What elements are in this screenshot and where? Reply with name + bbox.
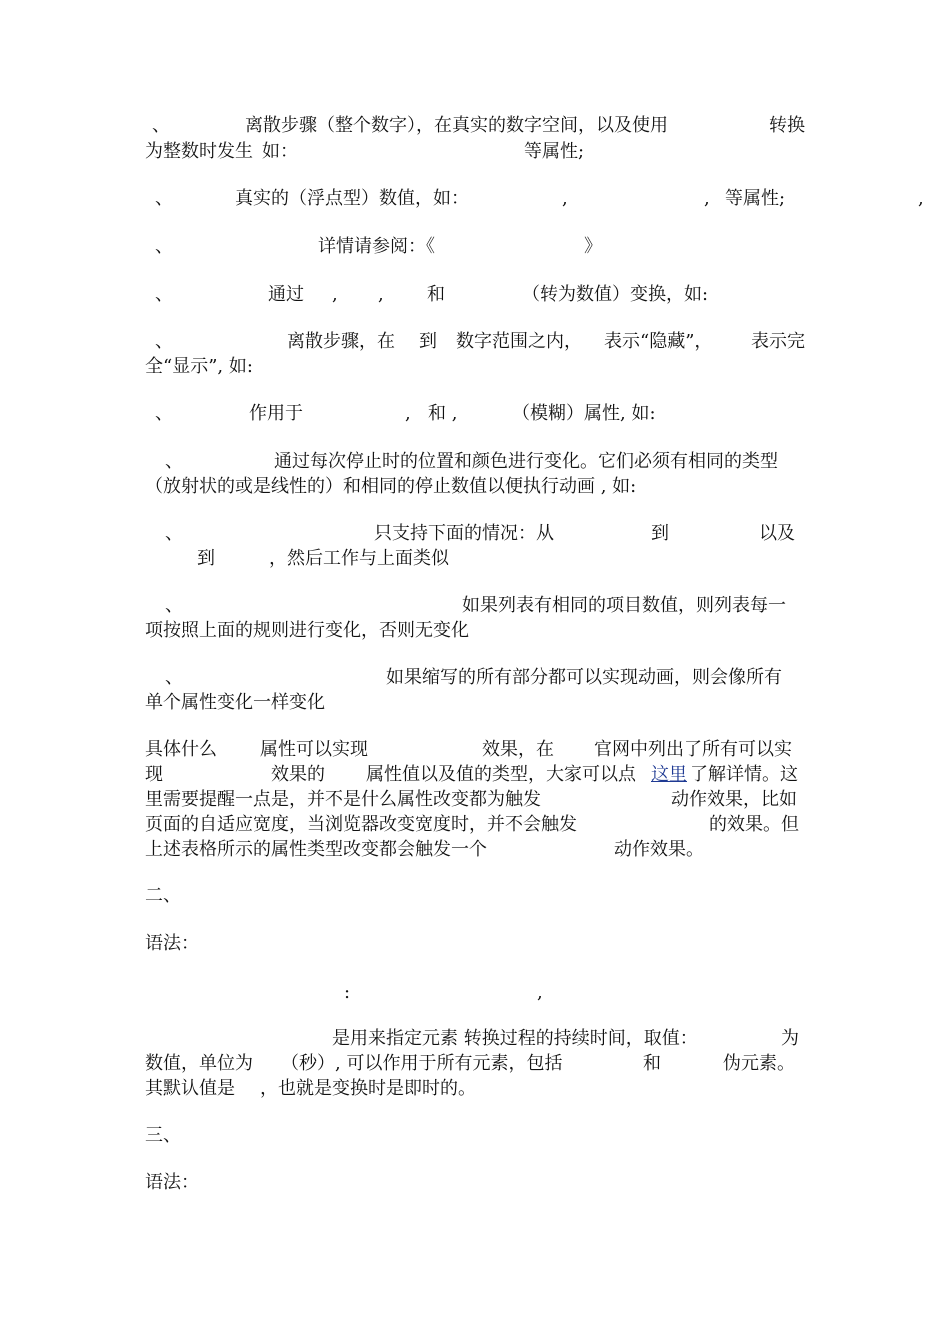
item-10-text: 如果缩写的所有部分都可以实现动画，则会像所有	[386, 667, 782, 688]
section-2-desc: 和	[643, 1053, 661, 1074]
section-2-desc: 其默认值是	[145, 1078, 235, 1099]
item-2-text: ,	[704, 188, 710, 209]
section-3-syntax-label: 语法：	[145, 1172, 199, 1193]
item-7-bullet: 、	[165, 451, 183, 472]
item-8-text: ，然后工作与上面类似	[269, 548, 449, 569]
item-8-text: 只支持下面的情况：从	[374, 523, 554, 544]
item-2-text: 等属性;	[725, 188, 786, 209]
summary-text: 属性值以及值的类型，大家可以点	[366, 764, 636, 785]
item-6-text: ,	[405, 403, 411, 424]
section-2-desc: 为	[781, 1028, 799, 1049]
item-6-text: （模糊）属性, 如:	[512, 403, 656, 424]
item-8-text: 到	[651, 523, 669, 544]
item-8-text: 到	[197, 548, 215, 569]
item-1-text: 离散步骤（整个数字），在真实的数字空间，以及使用	[245, 115, 668, 136]
item-5-text: 到	[419, 331, 437, 352]
item-1-text: 转换	[769, 115, 805, 136]
item-2-text: ,	[918, 188, 924, 209]
summary-text: 动作效果，比如	[671, 789, 797, 810]
item-6-text: 和 ,	[428, 403, 458, 424]
item-7-text: （放射状的或是线性的）和相同的停止数值以便执行动画 , 如:	[145, 476, 637, 497]
summary-text: 属性可以实现	[260, 739, 368, 760]
section-2-desc: 伪元素。	[723, 1053, 795, 1074]
section-2-desc: ，也就是变换时是即时的。	[260, 1078, 476, 1099]
section-3-heading: 三、	[145, 1125, 181, 1146]
summary-text: 现	[145, 764, 163, 785]
item-1-text: 为整数时发生	[145, 141, 253, 162]
item-9-text: 项按照上面的规则进行变化，否则无变化	[145, 620, 469, 641]
summary-text: 的效果。但	[709, 814, 799, 835]
summary-text: 上述表格所示的属性类型改变都会触发一个	[145, 839, 487, 860]
item-9-text: 如果列表有相同的项目数值，则列表每一	[462, 595, 786, 616]
item-3-text: 详情请参阅：《	[318, 236, 435, 257]
item-4-text: ,	[332, 284, 338, 305]
item-4-text: （转为数值）变换，如:	[522, 284, 709, 305]
section-2-syntax-label: 语法：	[145, 933, 199, 954]
item-3-bullet: 、	[155, 236, 173, 257]
item-5-text: 表示“隐藏”，	[604, 331, 713, 352]
item-1-bullet: 、	[152, 115, 170, 136]
here-link[interactable]: 这里	[651, 764, 687, 785]
summary-text: 具体什么	[145, 739, 217, 760]
item-1-text: 等属性;	[524, 141, 585, 162]
item-5-bullet: 、	[155, 331, 173, 352]
item-4-text: 和	[427, 284, 445, 305]
summary-text: 动作效果。	[614, 839, 704, 860]
summary-text: 效果，在	[482, 739, 554, 760]
item-9-bullet: 、	[165, 595, 183, 616]
item-5-text: 离散步骤，在	[287, 331, 395, 352]
item-2-text: 真实的（浮点型）数值，如：	[235, 188, 469, 209]
item-6-text: 作用于	[249, 403, 303, 424]
item-2-text: ,	[562, 188, 568, 209]
summary-text: 效果的	[271, 764, 325, 785]
item-10-bullet: 、	[165, 667, 183, 688]
summary-text: 里需要提醒一点是，并不是什么属性改变都为触发	[145, 789, 541, 810]
item-10-text: 单个属性变化一样变化	[145, 692, 325, 713]
item-8-bullet: 、	[165, 523, 183, 544]
item-5-text: 数字范围之内，	[456, 331, 582, 352]
section-2-desc: （秒）, 可以作用于所有元素，包括	[281, 1053, 563, 1074]
item-5-text: 全“显示”, 如:	[145, 356, 253, 377]
summary-text: 页面的自适应宽度，当浏览器改变宽度时，并不会触发	[145, 814, 577, 835]
item-4-text: ,	[378, 284, 384, 305]
item-1-text: 如：	[262, 141, 298, 162]
item-7-text: 通过每次停止时的位置和颜色进行变化。它们必须有相同的类型	[274, 451, 778, 472]
section-2-desc: 数值，单位为	[145, 1053, 253, 1074]
section-2-syntax-colon: :	[344, 982, 351, 1003]
section-2-syntax-comma: ,	[537, 982, 543, 1003]
summary-text: 官网中列出了所有可以实	[594, 739, 792, 760]
section-2-desc: 是用来指定元素 转换过程的持续时间，取值：	[332, 1028, 698, 1049]
item-6-bullet: 、	[155, 403, 173, 424]
item-2-bullet: 、	[155, 188, 173, 209]
item-4-text: 通过	[268, 284, 304, 305]
item-4-bullet: 、	[155, 284, 173, 305]
item-8-text: 以及	[759, 523, 795, 544]
item-5-text: 表示完	[751, 331, 805, 352]
item-3-text: 》	[584, 236, 602, 257]
summary-text: 了解详情。这	[690, 764, 798, 785]
section-2-heading: 二、	[145, 885, 181, 906]
